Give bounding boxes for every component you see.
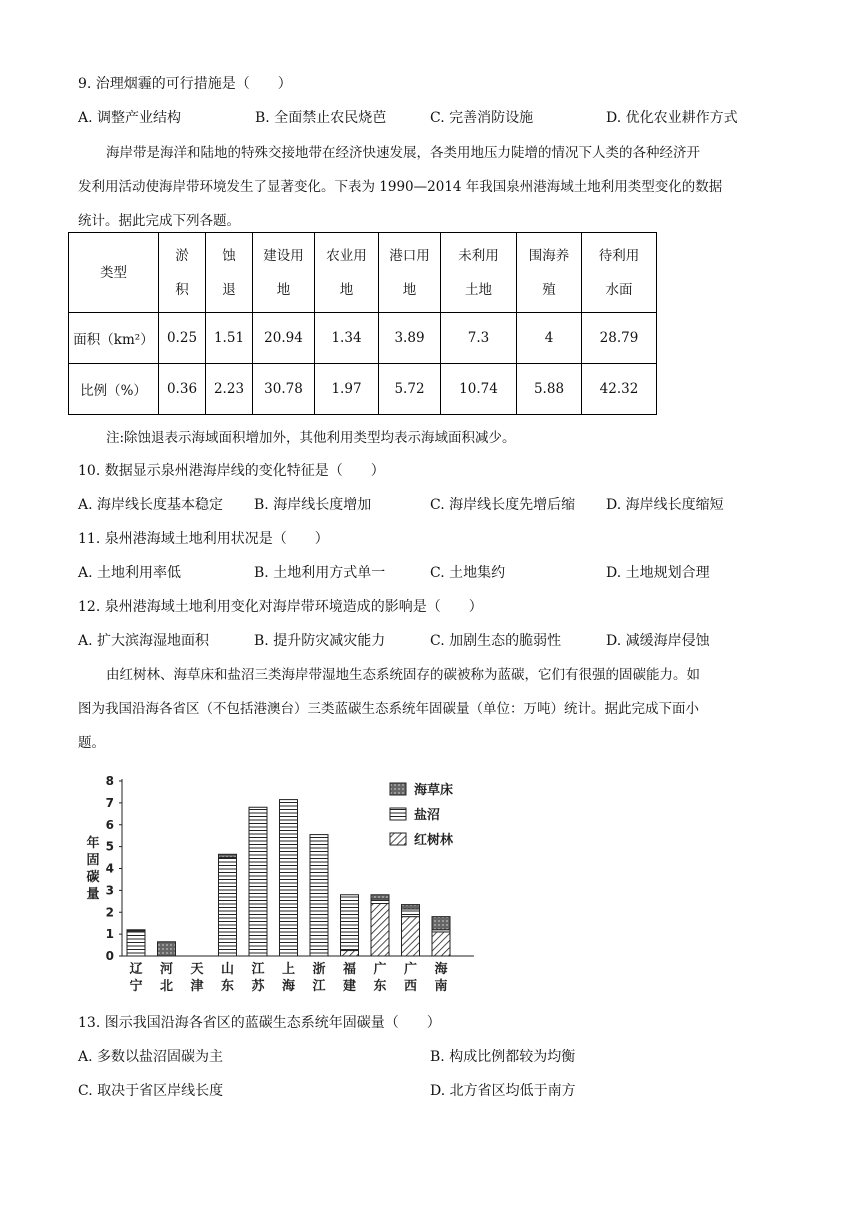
table-cell: 2.23 [206, 364, 253, 415]
x-axis-labels [129, 961, 448, 994]
table-header-cell: 围海养 殖 [517, 233, 582, 313]
y-tick-label: 1 [105, 927, 114, 942]
legend-swatch [390, 808, 406, 820]
y-tick-label: 7 [105, 795, 114, 810]
intro1-line1: 海岸带是海洋和陆地的特殊交接地带在经济快速发展，各类用地压力陡增的情况下人类的各种经济开 [106, 145, 700, 161]
table-cell: 7.3 [441, 313, 517, 364]
y-tick-label: 8 [105, 774, 114, 788]
x-tick-label: 广 [373, 962, 387, 977]
x-tick-label: 辽 [129, 962, 143, 977]
x-tick-label: 上 [281, 962, 296, 977]
y-axis-label-char: 碳 [86, 870, 100, 885]
table-cell: 28.79 [582, 313, 657, 364]
q13-option-b[interactable]: B. 构成比例都较为均衡 [430, 1049, 576, 1065]
blue-carbon-chart [78, 760, 498, 1000]
bar-segment [371, 895, 389, 899]
x-tick-label: 南 [434, 979, 448, 994]
chart-legend [390, 782, 454, 848]
bar-segment [280, 800, 298, 956]
land-use-table [68, 232, 657, 415]
table-cell: 5.88 [517, 364, 582, 415]
q13-option-d[interactable]: D. 北方省区均低于南方 [430, 1083, 576, 1099]
legend-swatch [390, 783, 406, 795]
table-row-area [69, 313, 657, 364]
table-header-row [69, 233, 657, 313]
q11-option-c[interactable]: C. 土地集约 [430, 565, 506, 581]
q10-option-c[interactable]: C. 海岸线长度先增后缩 [430, 497, 576, 513]
q9-stem: 9. 治理烟霾的可行措施是（ ） [78, 76, 292, 92]
table-cell: 10.74 [441, 364, 517, 415]
table-cell: 1.51 [206, 313, 253, 364]
table-header-cell: 农业用 地 [315, 233, 379, 313]
table-row-label: 面积（km²） [69, 313, 159, 364]
table-cell: 4 [517, 313, 582, 364]
bar-segment [402, 909, 420, 917]
q10-option-b[interactable]: B. 海岸线长度增加 [254, 497, 372, 513]
intro1-line3: 统计。据此完成下列各题。 [78, 213, 240, 229]
y-axis-label-char: 固 [86, 853, 100, 868]
table-header-cell: 建设用 地 [253, 233, 315, 313]
bar-segment [310, 835, 328, 956]
q10-option-d[interactable]: D. 海岸线长度缩短 [606, 497, 724, 513]
y-axis-label-char: 年 [86, 836, 100, 851]
intro1-line2: 发利用活动使海岸带环境发生了显著变化。下表为 1990—2014 年我国泉州港海域土地利用类型变化的数据 [78, 179, 723, 195]
chart-bars [127, 800, 450, 956]
y-tick-label: 4 [105, 861, 114, 876]
q9-option-a[interactable]: A. 调整产业结构 [78, 110, 182, 126]
x-tick-label: 建 [342, 979, 357, 994]
q12-option-a[interactable]: A. 扩大滨海湿地面积 [78, 633, 210, 649]
x-tick-label: 河 [159, 962, 174, 977]
table-cell: 0.36 [159, 364, 206, 415]
bar-segment [341, 895, 359, 951]
x-tick-label: 浙 [312, 962, 326, 977]
table-row-label: 比例（%） [69, 364, 159, 415]
table-row-ratio [69, 364, 657, 415]
q12-stem: 12. 泉州港海域土地利用变化对海岸带环境造成的影响是（ ） [78, 599, 483, 615]
q9-option-d[interactable]: D. 优化农业耕作方式 [606, 110, 738, 126]
y-tick-label: 6 [105, 817, 114, 832]
x-tick-label: 北 [159, 979, 174, 994]
q10-option-a[interactable]: A. 海岸线长度基本稳定 [78, 497, 224, 513]
q9-option-c[interactable]: C. 完善消防设施 [430, 110, 534, 126]
q9-option-b[interactable]: B. 全面禁止农民烧芭 [255, 110, 387, 126]
bar-segment [402, 905, 420, 909]
intro2-line1: 由红树林、海草床和盐沼三类海岸带湿地生态系统固存的碳被称为蓝碳，它们有很强的固碳能力。如 [106, 667, 700, 683]
table-cell: 1.97 [315, 364, 379, 415]
table-cell: 3.89 [379, 313, 441, 364]
bar-segment [402, 917, 420, 956]
x-tick-label: 津 [190, 979, 204, 994]
q11-stem: 11. 泉州港海域土地利用状况是（ ） [78, 531, 329, 547]
x-tick-label: 福 [342, 962, 357, 977]
bar-segment [127, 930, 145, 931]
x-tick-label: 江 [312, 979, 326, 994]
q13-option-a[interactable]: A. 多数以盐沼固碳为主 [78, 1049, 224, 1065]
bar-segment [432, 932, 450, 956]
x-tick-label: 海 [434, 962, 448, 977]
table-cell: 5.72 [379, 364, 441, 415]
intro2-line3: 题。 [78, 735, 105, 751]
x-tick-label: 东 [373, 979, 387, 994]
x-tick-label: 东 [220, 979, 235, 994]
bar-segment [158, 942, 176, 956]
q10-stem: 10. 数据显示泉州港海岸线的变化特征是（ ） [78, 463, 385, 479]
y-tick-label: 2 [105, 905, 114, 920]
table-cell: 0.25 [159, 313, 206, 364]
bar-segment [371, 899, 389, 903]
table-header-cell: 港口用 地 [379, 233, 441, 313]
y-axis-label [86, 835, 99, 902]
q11-option-d[interactable]: D. 土地规划合理 [606, 565, 710, 581]
intro2-line2: 图为我国沿海各省区（不包括港澳台）三类蓝碳生态系统年固碳量（单位：万吨）统计。据此完成下面小 [78, 701, 699, 717]
table-header-cell: 未利用 土地 [441, 233, 517, 313]
table-cell: 42.32 [582, 364, 657, 415]
x-tick-label: 西 [403, 979, 418, 994]
table-cell: 1.34 [315, 313, 379, 364]
x-tick-label: 山 [220, 962, 235, 977]
q13-option-c[interactable]: C. 取决于省区岸线长度 [78, 1083, 224, 1099]
table-cell: 20.94 [253, 313, 315, 364]
x-tick-label: 天 [190, 962, 204, 977]
y-tick-label: 0 [105, 949, 114, 963]
x-tick-label: 宁 [129, 979, 143, 994]
x-tick-label: 广 [403, 962, 418, 977]
legend-label: 盐沼 [414, 808, 441, 823]
table-cell: 30.78 [253, 364, 315, 415]
legend-label: 海草床 [414, 783, 454, 798]
y-tick-label: 5 [105, 839, 114, 854]
bar-segment [219, 854, 237, 857]
table-header-cell: 淤 积 [159, 233, 206, 313]
bar-segment [432, 917, 450, 930]
q12-option-c[interactable]: C. 加剧生态的脆弱性 [430, 633, 562, 649]
q12-option-b[interactable]: B. 提升防灾减灾能力 [254, 633, 386, 649]
bar-segment [249, 807, 267, 956]
legend-swatch [390, 833, 406, 845]
legend-label: 红树林 [414, 833, 454, 848]
q12-option-d[interactable]: D. 减缓海岸侵蚀 [606, 633, 710, 649]
bar-segment [219, 858, 237, 956]
x-tick-label: 海 [281, 979, 296, 994]
bar-segment [371, 904, 389, 957]
y-axis-label-char: 量 [86, 887, 100, 902]
q11-option-a[interactable]: A. 土地利用率低 [78, 565, 182, 581]
y-tick-label: 3 [105, 883, 114, 898]
table-note: 注:除蚀退表示海域面积增加外，其他利用类型均表示海域面积减少。 [106, 430, 516, 446]
q11-option-b[interactable]: B. 土地利用方式单一 [254, 565, 386, 581]
x-tick-label: 苏 [251, 979, 265, 994]
x-tick-label: 江 [251, 962, 265, 977]
table-header-cell: 待利用 水面 [582, 233, 657, 313]
q13-stem: 13. 图示我国沿海各省区的蓝碳生态系统年固碳量（ ） [78, 1015, 441, 1031]
table-header-type: 类型 [69, 233, 159, 313]
table-header-cell: 蚀 退 [206, 233, 253, 313]
bar-segment [341, 951, 359, 956]
bar-segment [127, 931, 145, 956]
